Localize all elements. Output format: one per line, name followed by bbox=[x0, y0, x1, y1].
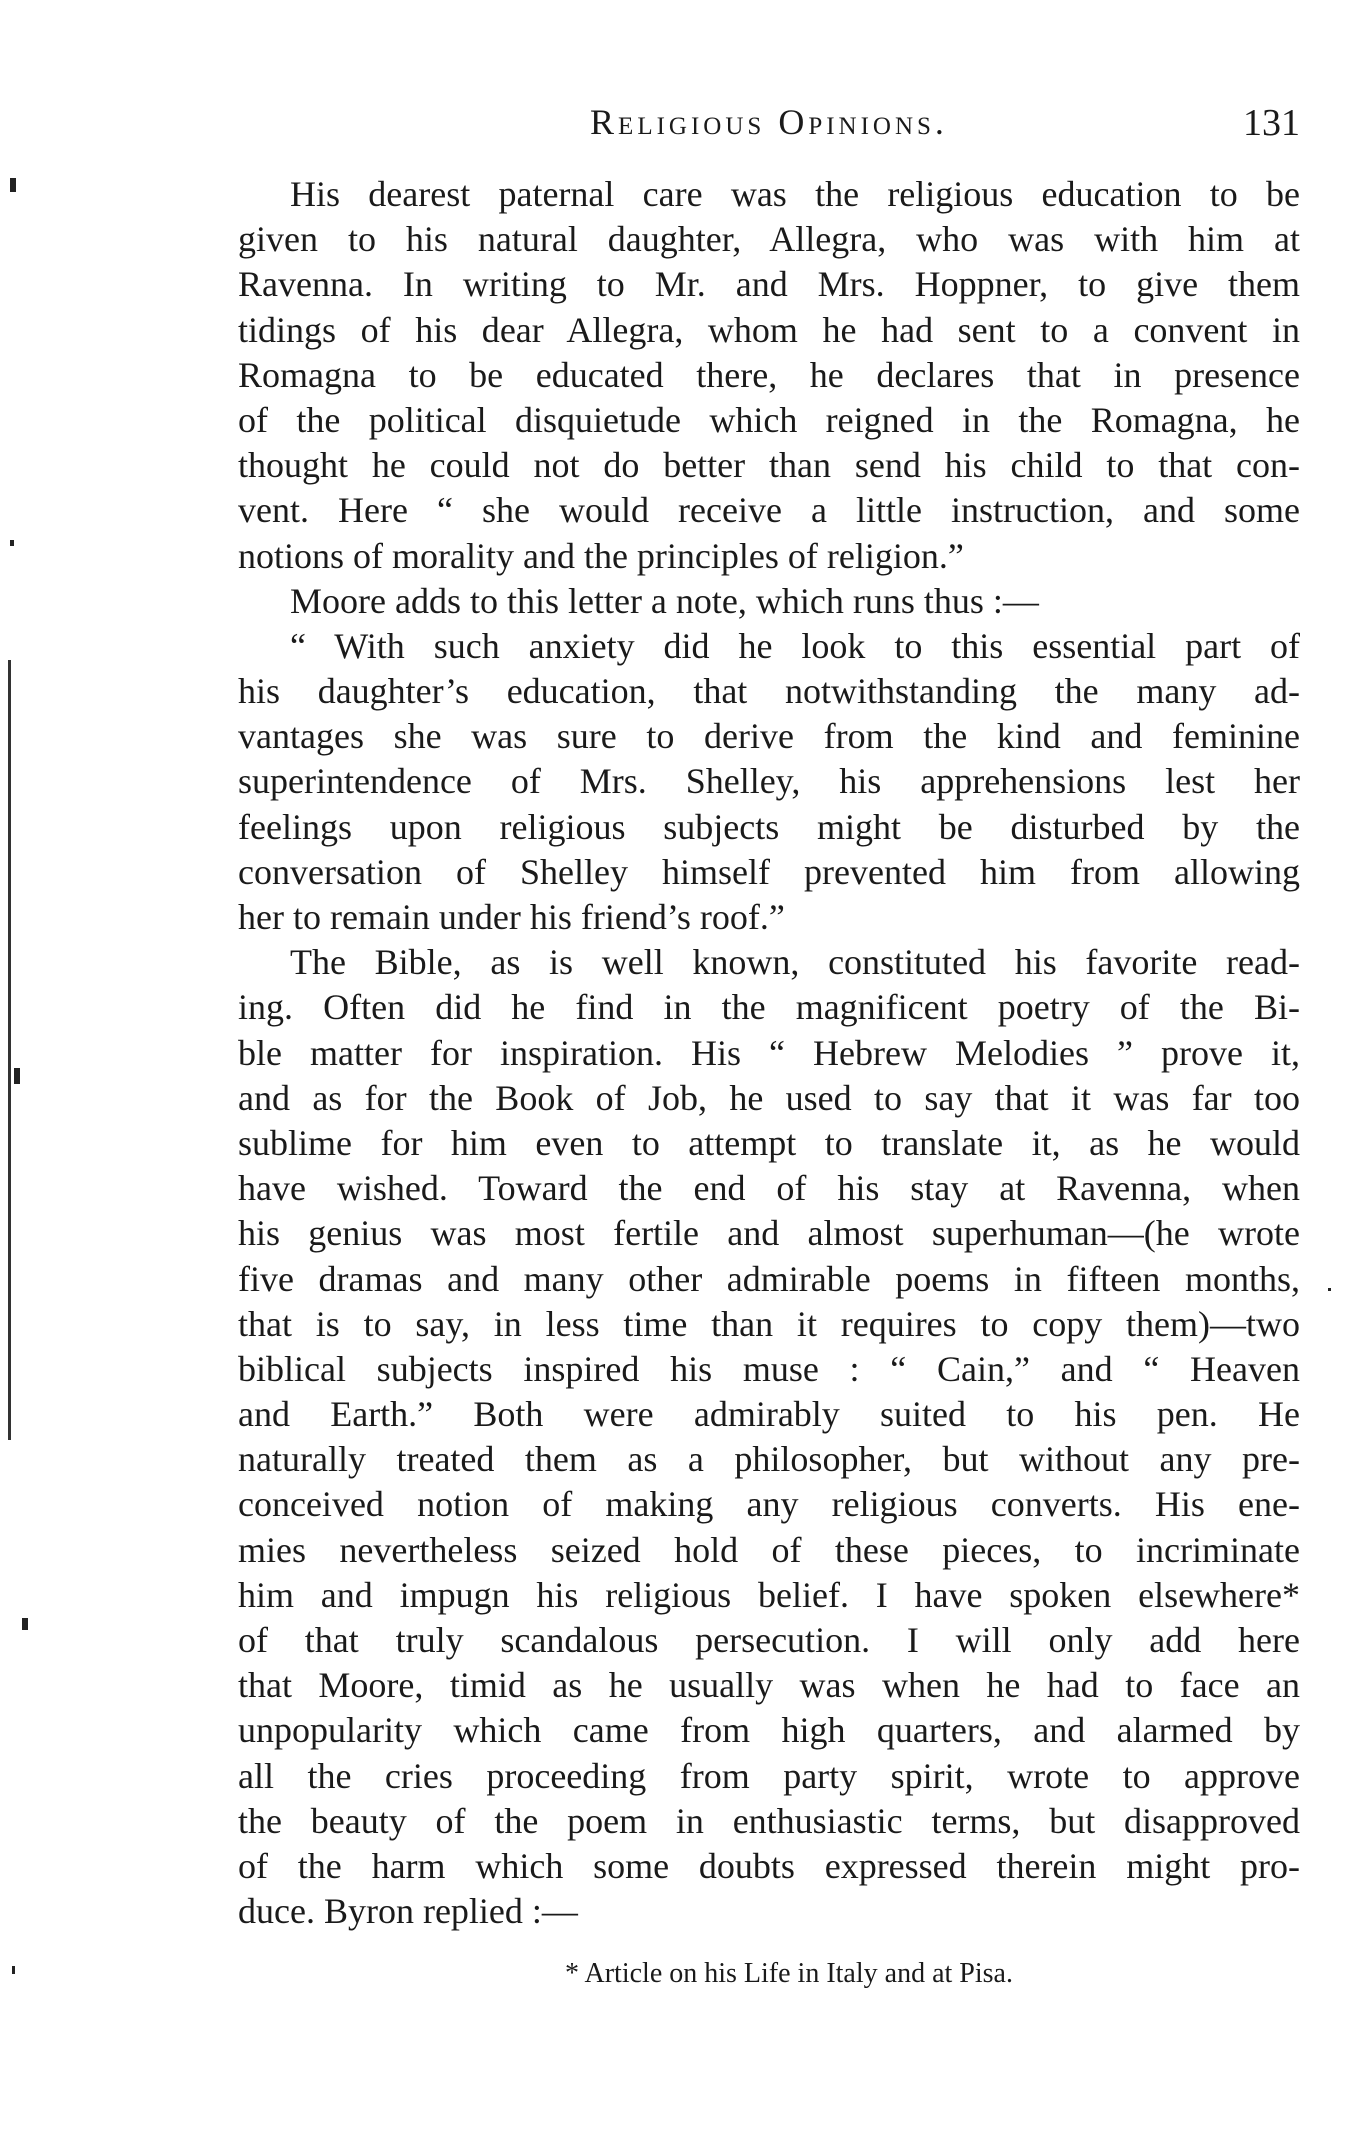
body-line: vantages she was sure to derive from the kind and feminine bbox=[238, 716, 1300, 757]
body-line: conversation of Shelley himself prevented him from allowing bbox=[238, 851, 1300, 892]
body-line: all the cries proceeding from party spirit, wrote to approve bbox=[238, 1755, 1300, 1796]
body-line: given to his natural daughter, Allegra, who was with him at bbox=[238, 219, 1300, 260]
body-line: The Bible, as is well known, constituted his favorite read- bbox=[290, 942, 1300, 983]
body-line: that is to say, in less time than it requires to copy them)—two bbox=[238, 1303, 1300, 1344]
margin-mark bbox=[22, 1618, 28, 1630]
body-text bbox=[238, 172, 1300, 1934]
body-line: him and impugn his religious belief. I have spoken elsewhere* bbox=[238, 1574, 1300, 1615]
body-line: that Moore, timid as he usually was when he had to face an bbox=[238, 1665, 1300, 1706]
body-line: ing. Often did he find in the magnificent poetry of the Bi- bbox=[238, 987, 1300, 1028]
body-line: of the harm which some doubts expressed therein might pro- bbox=[238, 1845, 1300, 1886]
body-line: and Earth.” Both were admirably suited to his pen. He bbox=[238, 1394, 1300, 1435]
body-line: His dearest paternal care was the religious education to be bbox=[290, 174, 1300, 214]
body-line: Ravenna. In writing to Mr. and Mrs. Hoppner, to give them bbox=[238, 264, 1300, 305]
body-line: sublime for him even to attempt to translate it, as he would bbox=[238, 1122, 1300, 1163]
body-line: of that truly scandalous persecution. I will only add here bbox=[238, 1620, 1300, 1660]
body-line: duce. Byron replied :— bbox=[238, 1891, 578, 1932]
body-line: ble matter for inspiration. His “ Hebrew Melodies ” prove it, bbox=[238, 1032, 1300, 1073]
body-line: have wished. Toward the end of his stay at Ravenna, when bbox=[238, 1168, 1300, 1209]
margin-mark bbox=[12, 1966, 15, 1974]
footnote: * Article on his Life in Italy and at Pisa. bbox=[565, 1958, 1013, 1989]
margin-mark bbox=[14, 1068, 20, 1084]
body-line: “ With such anxiety did he look to this essential part of bbox=[290, 625, 1300, 666]
body-line: his genius was most fertile and almost superhuman—(he wrote bbox=[238, 1213, 1300, 1254]
body-line: of the political disquietude which reigned in the Romagna, he bbox=[238, 399, 1300, 440]
body-line: notions of morality and the principles of religion.” bbox=[238, 535, 964, 576]
body-line: vent. Here “ she would receive a little instruction, and some bbox=[238, 490, 1300, 531]
body-line: Romagna to be educated there, he declares that in presence bbox=[238, 354, 1300, 395]
body-line: conceived notion of making any religious converts. His ene- bbox=[238, 1484, 1300, 1525]
body-line: biblical subjects inspired his muse : “ Cain,” and “ Heaven bbox=[238, 1348, 1300, 1389]
body-line: Moore adds to this letter a note, which runs thus :— bbox=[290, 580, 1039, 621]
body-line: tidings of his dear Allegra, whom he had sent to a convent in bbox=[238, 309, 1300, 350]
page-number: 131 bbox=[1243, 102, 1300, 144]
body-line: unpopularity which came from high quarters, and alarmed by bbox=[238, 1710, 1300, 1751]
body-line: mies nevertheless seized hold of these pieces, to incriminate bbox=[238, 1529, 1300, 1570]
margin-mark bbox=[10, 540, 14, 546]
running-title: Religious Opinions. bbox=[590, 102, 948, 142]
body-line: thought he could not do better than send his child to that con- bbox=[238, 445, 1300, 486]
margin-mark bbox=[10, 178, 16, 192]
body-line: her to remain under his friend’s roof.” bbox=[238, 897, 785, 937]
body-line: naturally treated them as a philosopher, but without any pre- bbox=[238, 1439, 1300, 1480]
margin-rule bbox=[8, 660, 11, 1440]
body-line: five dramas and many other admirable poems in fifteen months, bbox=[238, 1258, 1300, 1299]
body-line: feelings upon religious subjects might be disturbed by the bbox=[238, 806, 1300, 847]
margin-mark bbox=[1328, 1288, 1331, 1291]
body-line: superintendence of Mrs. Shelley, his apprehensions lest her bbox=[238, 761, 1300, 802]
body-line: the beauty of the poem in enthusiastic terms, but disapproved bbox=[238, 1800, 1300, 1841]
body-line: and as for the Book of Job, he used to say that it was far too bbox=[238, 1077, 1300, 1118]
running-head bbox=[238, 95, 1300, 145]
body-line: his daughter’s education, that notwithstanding the many ad- bbox=[238, 671, 1300, 712]
